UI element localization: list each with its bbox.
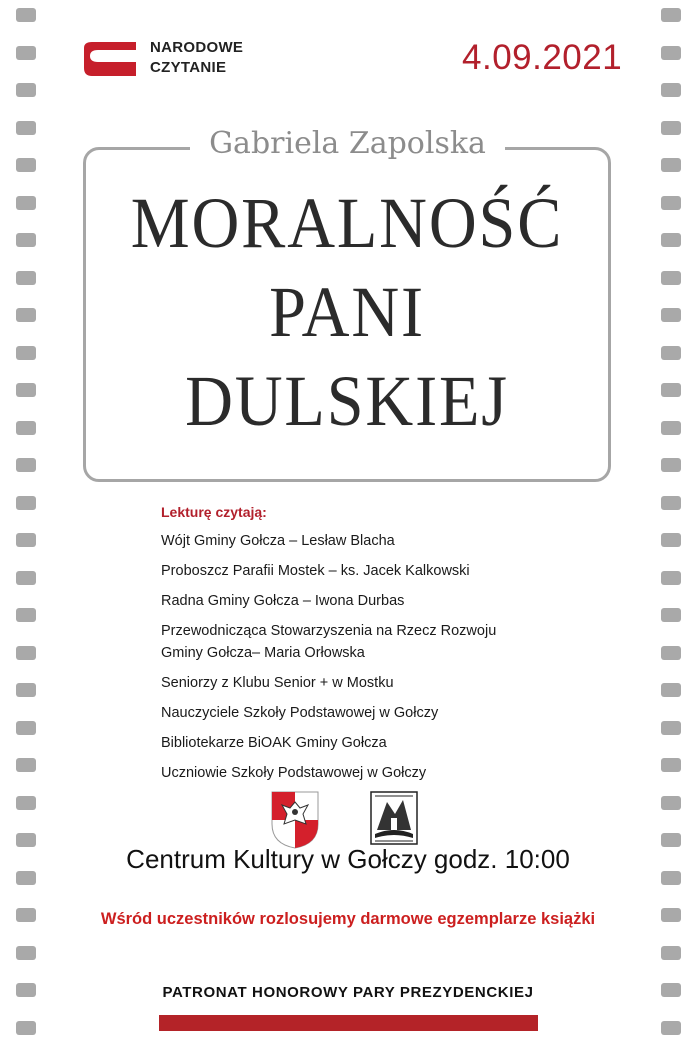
perforation-hole <box>16 608 36 622</box>
perforation-hole <box>16 271 36 285</box>
perforation-hole <box>661 758 681 772</box>
library-logo-icon <box>365 788 423 850</box>
perforation-hole <box>661 608 681 622</box>
readers-header: Lekturę czytają: <box>161 504 267 520</box>
perforation-hole <box>16 346 36 360</box>
perforation-hole <box>16 121 36 135</box>
perforation-hole <box>16 533 36 547</box>
perforation-hole <box>661 421 681 435</box>
list-item: Bibliotekarze BiOAK Gminy Gołcza <box>161 735 387 751</box>
perforation-hole <box>16 308 36 322</box>
readers-list <box>161 502 581 784</box>
list-item: Proboszcz Parafii Mostek – ks. Jacek Kalkowski <box>161 563 470 579</box>
perforation-hole <box>16 646 36 660</box>
logo-line2: CZYTANIE <box>150 59 227 76</box>
red-divider-bar <box>159 1015 538 1031</box>
perforation-hole <box>661 533 681 547</box>
perforation-hole <box>16 458 36 472</box>
perforation-hole <box>661 308 681 322</box>
perforation-hole <box>661 1021 681 1035</box>
perforation-hole <box>661 683 681 697</box>
coat-of-arms-icon <box>270 790 320 850</box>
perforation-hole <box>16 1021 36 1035</box>
narodowe-czytanie-logo-text <box>150 38 243 78</box>
perforation-hole <box>661 383 681 397</box>
book-author: Gabriela Zapolska <box>190 123 505 165</box>
perforation-hole <box>661 796 681 810</box>
perforation-hole <box>661 721 681 735</box>
logo-line1: NARODOWE <box>150 39 244 56</box>
perforation-hole <box>16 683 36 697</box>
perforation-hole <box>661 496 681 510</box>
list-item: Seniorzy z Klubu Senior + w Mostku <box>161 675 394 691</box>
perforation-hole <box>16 158 36 172</box>
perforation-hole <box>16 421 36 435</box>
perforation-hole <box>16 83 36 97</box>
perforation-hole <box>16 758 36 772</box>
event-date: 4.09.2021 <box>462 38 623 77</box>
book-title-line2: PANI <box>269 272 425 352</box>
perforation-hole <box>661 646 681 660</box>
perforation-hole <box>16 571 36 585</box>
perforation-hole <box>661 571 681 585</box>
perforation-hole <box>661 946 681 960</box>
perforation-hole <box>16 496 36 510</box>
perforation-hole <box>661 271 681 285</box>
list-item: Wójt Gminy Gołcza – Lesław Blacha <box>161 533 395 549</box>
patronage-text: PATRONAT HONOROWY PARY PREZYDENCKIEJ <box>162 984 534 1001</box>
film-perforation-right <box>661 0 683 1049</box>
list-item: Gminy Gołcza– Maria Orłowska <box>161 645 365 661</box>
list-item: Uczniowie Szkoły Podstawowej w Gołczy <box>161 765 427 781</box>
perforation-hole <box>16 383 36 397</box>
perforation-hole <box>661 8 681 22</box>
perforation-hole <box>16 8 36 22</box>
perforation-hole <box>661 83 681 97</box>
perforation-hole <box>661 46 681 60</box>
perforation-hole <box>661 458 681 472</box>
list-item: Nauczyciele Szkoły Podstawowej w Gołczy <box>161 705 439 721</box>
perforation-hole <box>661 121 681 135</box>
list-item: Przewodnicząca Stowarzyszenia na Rzecz Rozwoju <box>161 623 497 639</box>
perforation-hole <box>661 158 681 172</box>
film-perforation-left <box>16 0 38 1049</box>
venue-time: Centrum Kultury w Gołczy godz. 10:00 <box>126 844 570 874</box>
perforation-hole <box>16 196 36 210</box>
perforation-hole <box>16 796 36 810</box>
list-item: Radna Gminy Gołcza – Iwona Durbas <box>161 593 405 609</box>
perforation-hole <box>661 346 681 360</box>
perforation-hole <box>16 721 36 735</box>
perforation-hole <box>16 46 36 60</box>
perforation-hole <box>16 946 36 960</box>
perforation-hole <box>16 233 36 247</box>
book-title-line3: DULSKIEJ <box>185 361 509 441</box>
prize-note: Wśród uczestników rozlosujemy darmowe egzemplarze książki <box>100 910 596 928</box>
book-title-line1: MORALNOŚĆ <box>130 183 564 263</box>
perforation-hole <box>661 196 681 210</box>
perforation-hole <box>661 233 681 247</box>
book-icon <box>80 40 140 78</box>
